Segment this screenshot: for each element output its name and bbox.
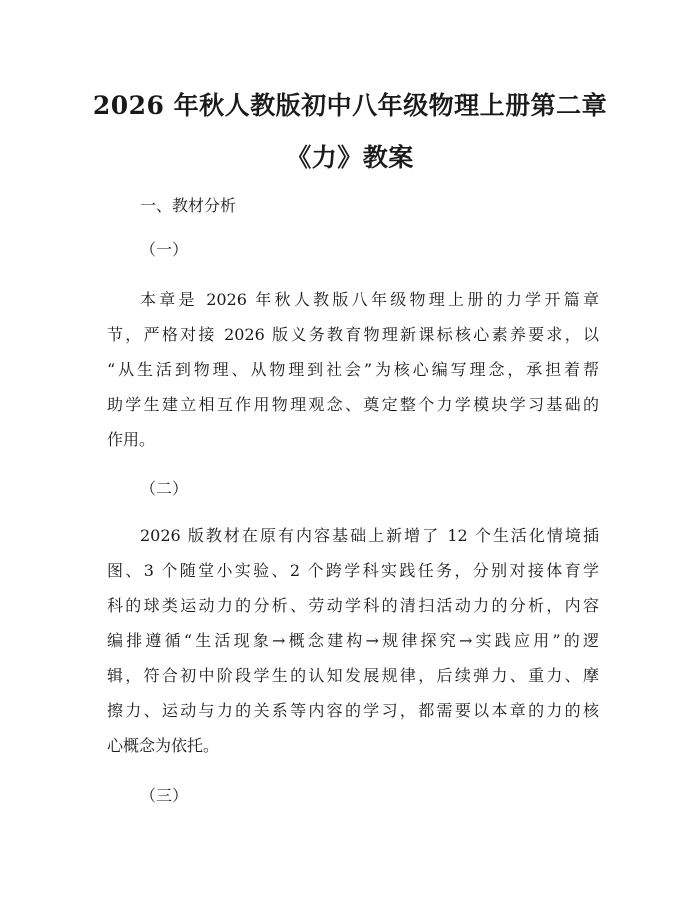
subsection-heading-2: （二）: [140, 479, 189, 498]
paragraph-line: 本章是 2026 年秋人教版八年级物理上册的力学开篇章: [140, 290, 599, 309]
document-title-line-1: 2026 年秋人教版初中八年级物理上册第二章: [92, 91, 608, 120]
subsection-heading-1: （一）: [140, 240, 189, 259]
paragraph-line: 编排遵循“生活现象→概念建构→规律探究→实践应用”的逻: [107, 631, 599, 650]
paragraph-line: 作用。: [107, 430, 156, 449]
paragraph-line: 科的球类运动力的分析、劳动学科的清扫活动力的分析，内容: [107, 596, 599, 615]
paragraph-line: 辑，符合初中阶段学生的认知发展规律，后续弹力、重力、摩: [107, 666, 599, 685]
subsection-heading-3: （三）: [140, 786, 189, 805]
paragraph-line: 节，严格对接 2026 版义务教育物理新课标核心素养要求，以: [107, 325, 599, 344]
section-heading-textbook-analysis: 一、教材分析: [140, 196, 237, 215]
paragraph-line: 助学生建立相互作用物理观念、奠定整个力学模块学习基础的: [107, 395, 599, 414]
paragraph-line: 2026 版教材在原有内容基础上新增了 12 个生活化情境插: [140, 526, 599, 545]
paragraph-line: “从生活到物理、从物理到社会”为核心编写理念，承担着帮: [107, 360, 599, 379]
paragraph-line: 图、3 个随堂小实验、2 个跨学科实践任务，分别对接体育学: [107, 561, 599, 580]
paragraph-line: 心概念为依托。: [107, 736, 220, 755]
document-title-line-2: 《力》教案: [286, 143, 414, 172]
paragraph-line: 擦力、运动与力的关系等内容的学习，都需要以本章的力的核: [107, 701, 599, 720]
